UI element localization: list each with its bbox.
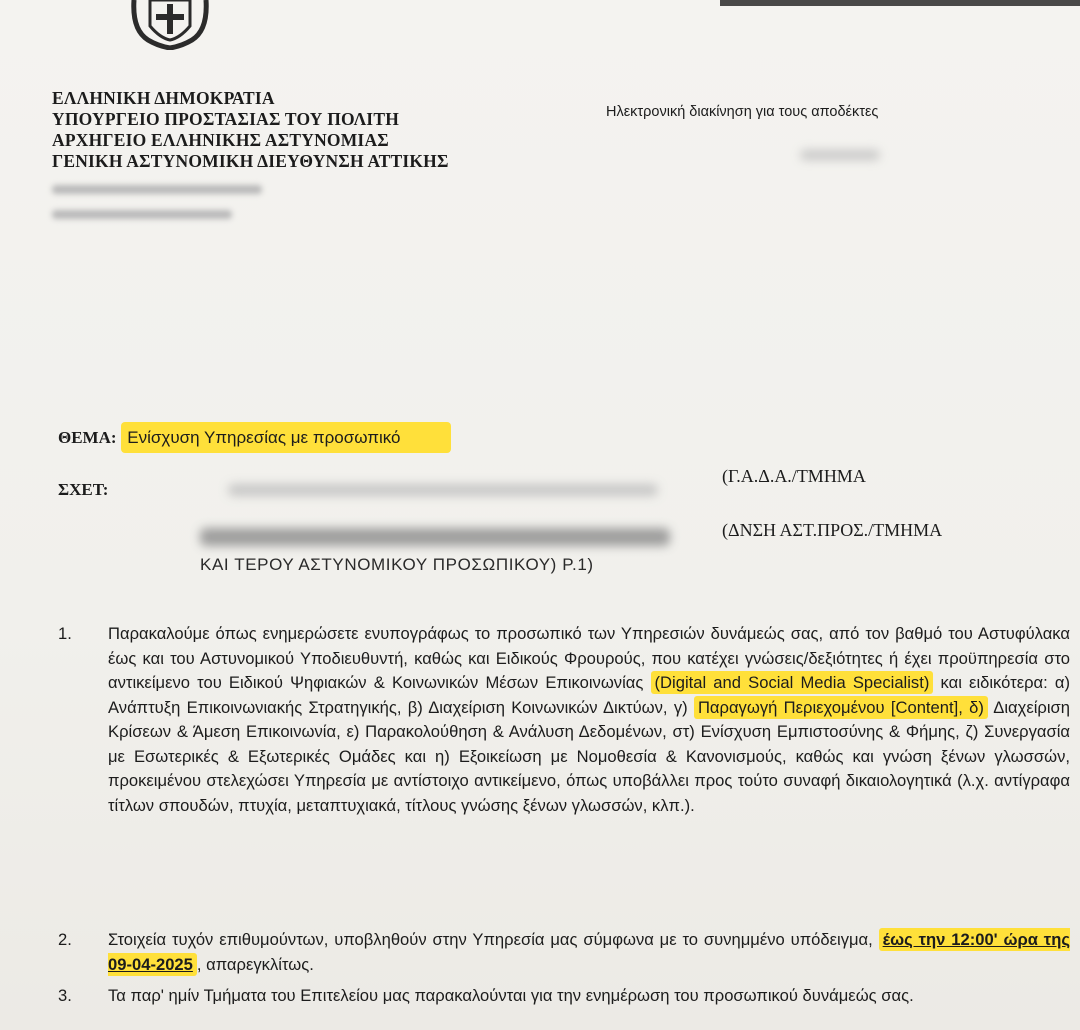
highlight-digital-specialist: (Digital and Social Media Specialist): [651, 671, 934, 694]
paragraph-1-part-1: Παρακαλούμε όπως ενημερώσετε ενυπογράφως το προσωπικό των Υπηρεσιών δυνάμεώς σας, από τον βαθμό του Αστυφύλακα έως και του Αστυνομικού Υποδιευθυντή, καθώς και Ειδικούς Φρουρούς, που κατέχει γνώσεις/δεξιότητες ή έχει προϋπηρεσία στο αντικείμενο του Ειδικού Ψηφιακών & Κοινωνικών Μέσων Επικοινωνίας: [108, 624, 1070, 692]
header-redacted-2: [52, 203, 449, 224]
redaction-ref-1: [228, 484, 658, 496]
header-line-3: ΑΡΧΗΓΕΙΟ ΕΛΛΗΝΙΚΗΣ ΑΣΤΥΝΟΜΙΑΣ: [52, 130, 389, 150]
reference-line-3: ΚΑΙ ΤΕΡΟΥ ΑΣΤΥΝΟΜΙΚΟΥ ΠΡΟΣΩΠΙΚΟΥ) Ρ.1): [200, 555, 594, 574]
paragraph-3-part-1: Τα παρ' ημίν Τμήματα του Επιτελείου μας παρακαλούνται για την ενημέρωση του προσωπικού δυνάμεώς σας.: [108, 986, 914, 1005]
redaction-ref-2: [200, 528, 670, 546]
subject-text: Ενίσχυση Υπηρεσίας με προσωπικό: [121, 422, 450, 453]
subject-line: [58, 428, 451, 448]
paragraph-1-part-2: και ειδικότερα: α) Ανάπτυξη Επικοινωνιακής Στρατηγικής, β) Διαχείριση Κοινωνικών Δικτύων, γ): [108, 673, 1071, 717]
paragraph-text-3: [108, 984, 1070, 1009]
redaction-right-1: [800, 150, 880, 160]
header-redacted-1: [52, 178, 449, 199]
paragraph-1-part-3: Διαχείριση Κρίσεων & Άμεση Επικοινωνία, ε) Παρακολούθηση & Ανάλυση Δεδομένων, στ) Ενίσχυση Εμπιστοσύνης & Φήμης, ζ) Συνεργασία με Εσωτερικές & Εξωτερικές Ομάδες και η) Εξοικείωση με Νομοθεσία & Κανονισμούς, καθώς και γνώση ξένων γλωσσών, προκειμένου στελεχώσει Υπηρεσία με αντίστοιχο αντικείμενο, όπως υποβάλλει προς τούτο συναφή δικαιολογητικά (λ.χ. αντίγραφα τίτλων σπουδών, πτυχία, μεταπτυχιακά, τίτλους γνώσης ξένων γλωσσών, κλπ.).: [108, 697, 1071, 815]
paragraph-text-1: [108, 622, 1070, 818]
greek-emblem-icon: [128, 0, 212, 50]
paragraph-number-2: 2.: [58, 930, 72, 949]
distribution-note: Ηλεκτρονική διακίνηση για τους αποδέκτες: [606, 104, 879, 120]
scan-edge: [720, 0, 1080, 6]
highlight-content-production: Παραγωγή Περιεχομένου [Content], δ): [694, 696, 988, 719]
header-line-1: ΕΛΛΗΝΙΚΗ ΔΗΜΟΚΡΑΤΙΑ: [52, 88, 275, 108]
header-line-2: ΥΠΟΥΡΓΕΙΟ ΠΡΟΣΤΑΣΙΑΣ ΤΟΥ ΠΟΛΙΤΗ: [52, 109, 400, 129]
highlight-deadline: έως την 12:00' ώρα της 09-04-2025: [108, 930, 1070, 974]
document-header: [52, 88, 449, 224]
reference-label: ΣΧΕΤ:: [58, 480, 109, 499]
header-line-4: ΓΕΝΙΚΗ ΑΣΤΥΝΟΜΙΚΗ ΔΙΕΥΘΥΝΣΗ ΑΤΤΙΚΗΣ: [52, 151, 449, 171]
paragraph-text-2: [108, 928, 1070, 977]
reference-1: (Γ.Α.Δ.Α./ΤΜΗΜΑ: [722, 466, 866, 486]
paragraph-2-part-1: Στοιχεία τυχόν επιθυμούντων, υποβληθούν στην Υπηρεσία μας σύμφωνα με το συνημμένο υπόδειγμα,: [108, 930, 873, 949]
paragraph-2-part-2: , απαρεγκλίτως.: [196, 954, 314, 974]
reference-2: (ΔΝΣΗ ΑΣΤ.ΠΡΟΣ./ΤΜΗΜΑ: [722, 520, 943, 540]
subject-label: ΘΕΜΑ:: [58, 428, 117, 447]
paragraph-number-1: 1.: [58, 624, 72, 643]
paragraph-number-3: 3.: [58, 986, 72, 1005]
